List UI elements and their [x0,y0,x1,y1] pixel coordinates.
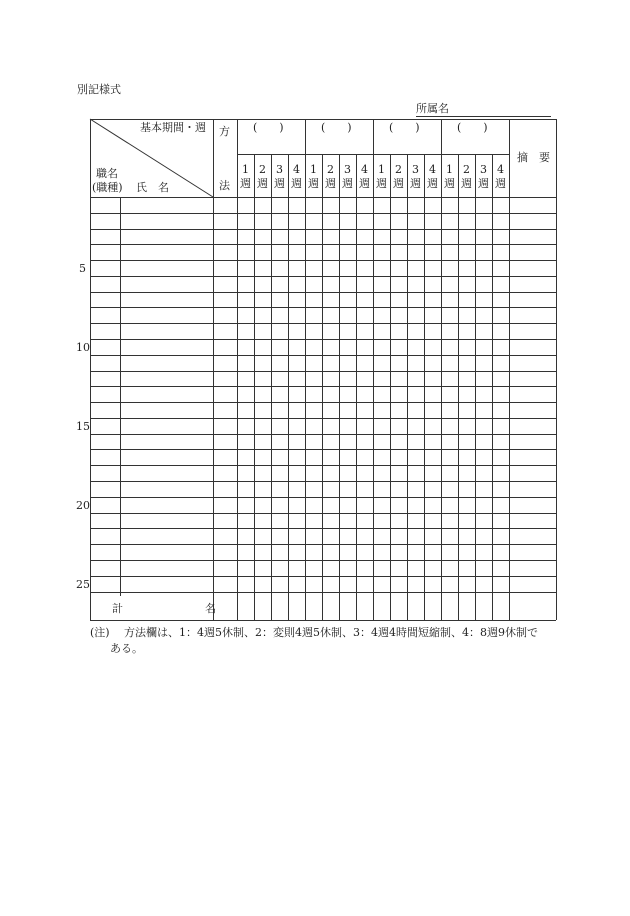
week-char: 週 [274,177,285,190]
week-char: 週 [495,177,506,190]
form-title: 別記様式 [77,83,121,96]
note-prefix: (注) [90,626,110,639]
table-row-rule [90,260,556,261]
method-label-bottom: 法 [219,179,230,192]
week-number: 4 [361,163,368,176]
name-label: 氏 名 [136,181,169,194]
table-row-rule [90,465,556,466]
week-char: 週 [376,177,387,190]
period-paren-3: ( ) [389,121,420,134]
row-number: 20 [76,498,90,512]
week-number: 2 [395,163,402,176]
note-line-2: ある。 [110,642,143,655]
week-number: 2 [463,163,470,176]
table-row-rule [90,418,556,419]
table-row-rule [90,229,556,230]
period-week-label: 基本期間・週 [140,121,206,134]
week-number: 4 [293,163,300,176]
period-paren-2: ( ) [321,121,352,134]
table-row-rule [90,402,556,403]
table-row-rule [90,355,556,356]
table-row-rule [90,386,556,387]
row-number: 5 [79,262,86,276]
week-char: 週 [410,177,421,190]
week-number: 1 [310,163,317,176]
row-number: 15 [76,419,90,433]
table-row-rule [90,292,556,293]
week-char: 週 [427,177,438,190]
table-row-rule [90,339,556,340]
week-char: 週 [257,177,268,190]
table-row-rule [90,528,556,529]
period-paren-4: ( ) [457,121,488,134]
week-char: 週 [478,177,489,190]
total-label-right: 名 [205,602,216,615]
week-char: 週 [240,177,251,190]
table-row-rule [90,307,556,308]
table-row-rule [90,513,556,514]
table-row-rule [90,371,556,372]
week-number: 4 [497,163,504,176]
remarks-label: 摘 要 [517,151,550,164]
week-char: 週 [393,177,404,190]
job-category-label: (職種) [92,181,123,194]
week-number: 3 [412,163,419,176]
week-number: 3 [344,163,351,176]
week-number: 2 [259,163,266,176]
week-number: 1 [446,163,453,176]
job-title-label: 職名 [96,167,118,180]
week-char: 週 [444,177,455,190]
affiliation-label: 所属名 [416,102,449,115]
table-row-rule [90,213,556,214]
row-number: 10 [76,341,90,355]
week-char: 週 [291,177,302,190]
table-row-rule [90,497,556,498]
week-char: 週 [461,177,472,190]
period-paren-1: ( ) [253,121,284,134]
table-row-rule [90,481,556,482]
week-number: 2 [327,163,334,176]
table-row-rule [90,544,556,545]
table-row-rule [90,323,556,324]
week-char: 週 [342,177,353,190]
week-char: 週 [325,177,336,190]
week-char: 週 [308,177,319,190]
table-row-rule [90,449,556,450]
table-row-rule [90,434,556,435]
week-number: 3 [480,163,487,176]
note-line-1: 方法欄は、1：4週5休制、2：変則4週5休制、3：4週4時間短縮制、4：8週9休制で [124,626,538,639]
total-label-left: 計 [112,602,123,615]
table-row-rule [90,576,556,577]
week-number: 4 [429,163,436,176]
week-char: 週 [359,177,370,190]
table-row-rule [90,592,556,593]
table-row-rule [90,276,556,277]
method-label-top: 方 [219,125,230,138]
week-number: 3 [276,163,283,176]
row-number: 25 [76,577,90,591]
table-row-rule [90,244,556,245]
week-number: 1 [242,163,249,176]
table-row-rule [90,560,556,561]
week-number: 1 [378,163,385,176]
